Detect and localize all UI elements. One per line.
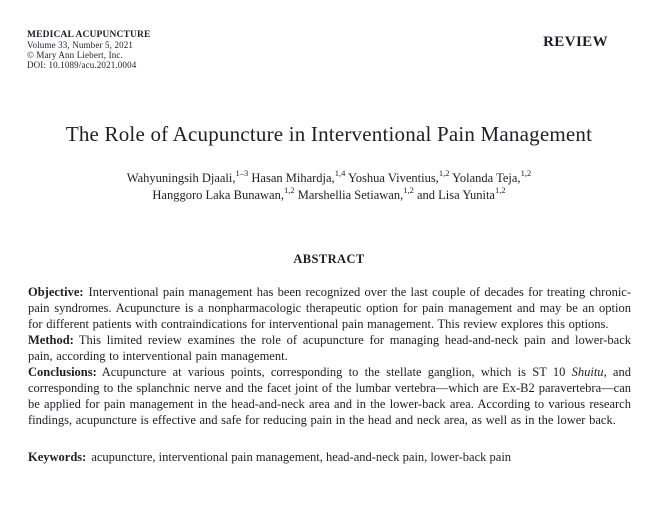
author-affiliation-superscript: 1,2: [520, 168, 532, 179]
author-name: Hasan Mihardja,: [251, 171, 335, 185]
objective-label: Objective:: [28, 285, 84, 299]
journal-volume-line: Volume 33, Number 5, 2021: [27, 40, 134, 50]
objective-text: Interventional pain management has been recognized over the last couple of decades for treating chronic-pain syndromes. Acupuncture is a nonpharmacologic therapeutic option for pain management and may be an option for different patients with contraindications for interventional pain management. This review explores this options.: [28, 285, 631, 331]
author-affiliation-superscript: 1,2: [283, 185, 295, 196]
article-type-label: REVIEW: [543, 34, 608, 50]
author-affiliation-superscript: 1,4: [334, 168, 346, 179]
author-affiliation-superscript: 1,2: [494, 185, 506, 196]
keywords-label: Keywords:: [28, 450, 87, 464]
conclusions-label: Conclusions:: [28, 365, 97, 379]
author-name: Wahyuningsih Djaali,: [126, 171, 236, 185]
author-name: Yoshua Viventius,: [347, 171, 439, 185]
paper-title: The Role of Acupuncture in Interventional Pain Management: [65, 122, 593, 146]
method-text: This limited review examines the role of acupuncture for managing head-and-neck pain and lower-back pain, according to interventional pain management.: [28, 333, 631, 363]
author-name: and Lisa Yunita: [416, 188, 495, 202]
abstract-conclusions-paragraph: [28, 364, 631, 428]
author-name: Marshellia Setiawan,: [297, 188, 404, 202]
author-affiliation-superscript: 1,2: [403, 185, 414, 196]
author-name: Yolanda Teja,: [452, 171, 521, 185]
abstract-body: [28, 284, 631, 428]
conclusions-italic-term: Shuitu: [571, 365, 604, 379]
abstract-method-paragraph: [28, 332, 631, 364]
abstract-heading: ABSTRACT: [293, 252, 365, 266]
abstract-objective-paragraph: [28, 284, 631, 332]
journal-info-block: [27, 30, 150, 70]
page-header: [0, 0, 658, 70]
author-affiliation-superscript: 1,2: [438, 168, 450, 179]
journal-doi-line: DOI: 10.1089/acu.2021.0004: [27, 60, 137, 70]
author-line-2: [0, 187, 658, 204]
conclusions-text-before: Acupuncture at various points, corresponding to the stellate ganglion, which is ST 10: [101, 365, 572, 379]
journal-name: MEDICAL ACUPUNCTURE: [27, 30, 151, 40]
author-line-1: [0, 170, 658, 187]
author-list: [0, 170, 658, 204]
author-name: Hanggoro Laka Bunawan,: [152, 188, 284, 202]
conclusions-text-after: , and corresponding to the splanchnic nerve and the facet joint of the lumbar vertebra—which are Ex-B2 paravertebra—can be applied for pain management in the head-and-neck area and in the lower-back area. According to various research findings, acupuncture is effective and safe for reducing pain in the head and neck area, as well as in the lower back.: [28, 365, 631, 427]
keywords-text: acupuncture, interventional pain management, head-and-neck pain, lower-back pain: [91, 450, 512, 464]
author-affiliation-superscript: 1–3: [235, 168, 249, 179]
keywords-line: [28, 449, 631, 465]
journal-copyright-line: © Mary Ann Liebert, Inc.: [27, 50, 123, 60]
method-label: Method:: [28, 333, 74, 347]
